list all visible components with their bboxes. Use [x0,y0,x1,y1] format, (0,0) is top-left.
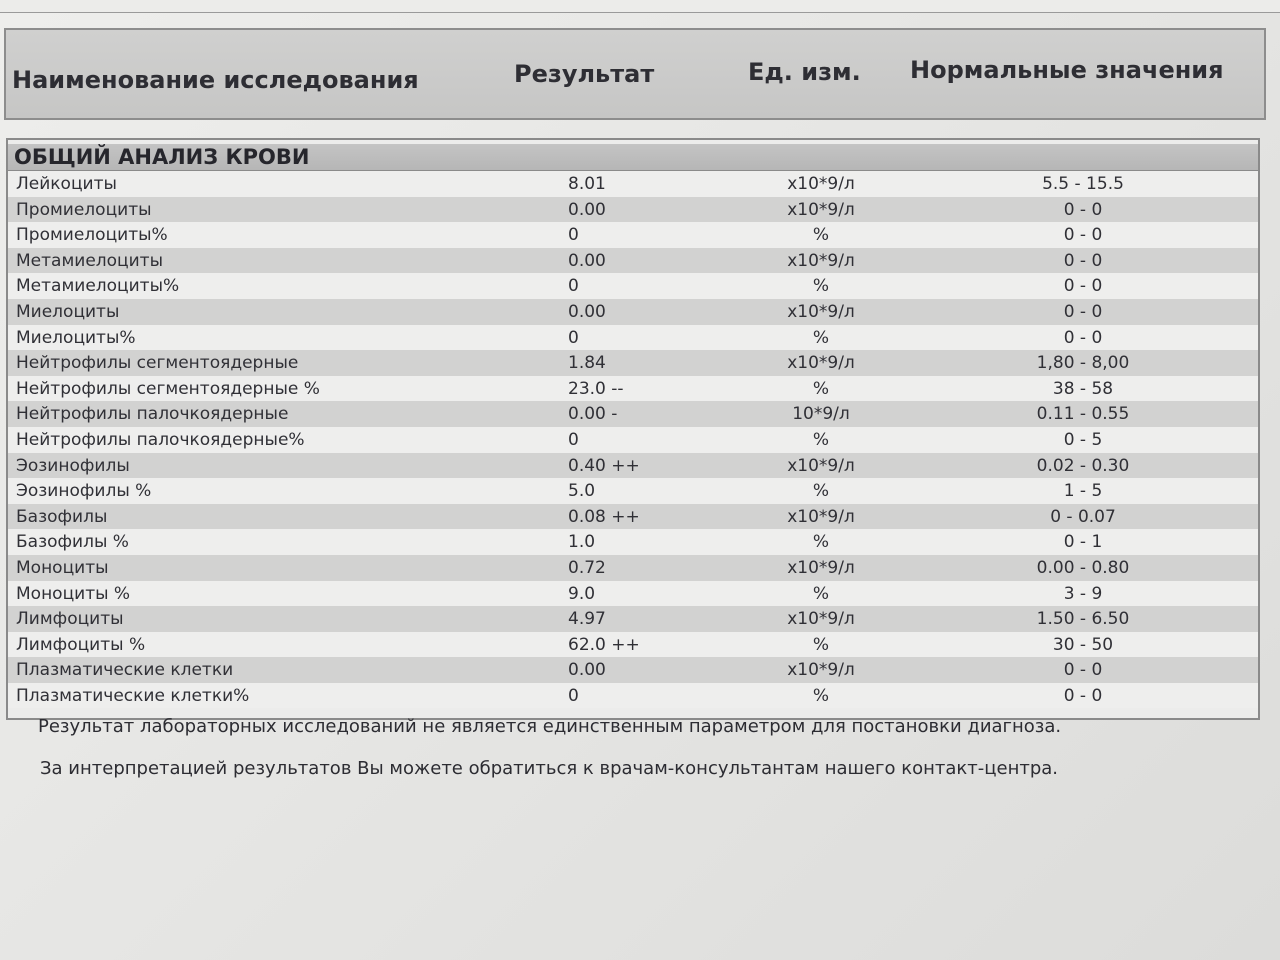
row-result: 0.00 [568,250,606,271]
table-row [8,248,1258,274]
row-unit: % [812,225,830,246]
row-result: 0.00 [568,199,606,220]
row-norm: 0 - 0 [1063,685,1103,706]
row-unit: x10*9/л [787,301,855,322]
row-unit: x10*9/л [787,609,855,630]
row-result: 1.84 [568,353,606,374]
row-result: 0 [568,276,579,297]
row-unit: % [812,327,830,348]
row-unit: % [812,481,830,502]
footer-contact-note: За интерпретацией результатов Вы можете обратиться к врачам-консультантам нашего контакт-центра. [40,758,1059,779]
row-name: Лимфоциты [16,609,124,630]
table-row [8,299,1258,325]
row-unit: x10*9/л [787,199,855,220]
table-row [8,325,1258,351]
row-name: Промиелоциты [16,199,152,220]
row-result: 5.0 [568,481,596,502]
table-row [8,453,1258,479]
row-result: 0 [568,685,579,706]
row-result: 9.0 [568,583,596,604]
table-row [8,529,1258,555]
row-name: Метамиелоциты [16,250,163,271]
row-name: Промиелоциты% [16,225,168,246]
table-row [8,478,1258,504]
row-norm: 0 - 0 [1063,250,1103,271]
table-row [8,657,1258,683]
row-unit: % [812,583,830,604]
row-name: Нейтрофилы палочкоядерные [16,404,289,425]
row-result: 0.72 [568,557,606,578]
row-unit: x10*9/л [787,660,855,681]
row-norm: 30 - 50 [1052,634,1114,655]
row-norm: 3 - 9 [1063,583,1103,604]
row-norm: 38 - 58 [1052,378,1114,399]
row-name: Нейтрофилы сегментоядерные % [16,378,320,399]
row-unit: x10*9/л [787,455,855,476]
row-name: Лимфоциты % [16,634,146,655]
row-norm: 1.50 - 6.50 [1036,609,1130,630]
header-unit: Ед. изм. [748,58,861,86]
row-norm: 0 - 0.07 [1050,506,1116,527]
table-row [8,632,1258,658]
row-norm: 0 - 5 [1063,429,1103,450]
table-row [8,504,1258,530]
row-norm: 0.02 - 0.30 [1036,455,1130,476]
header-test-name: Наименование исследования [12,66,419,94]
table-header [4,28,1266,120]
row-result: 0 [568,327,579,348]
results-table [6,138,1260,720]
row-norm: 0 - 0 [1063,327,1103,348]
row-name: Метамиелоциты% [16,276,180,297]
window-top-edge [0,0,1280,13]
table-row [8,606,1258,632]
row-name: Миелоциты [16,301,120,322]
row-unit: % [812,685,830,706]
row-name: Плазматические клетки% [16,685,250,706]
row-norm: 1 - 5 [1063,481,1103,502]
section-title: ОБЩИЙ АНАЛИЗ КРОВИ [14,145,310,169]
row-result: 1.0 [568,532,596,553]
row-result: 62.0 ++ [568,634,640,655]
row-name: Эозинофилы % [16,481,152,502]
row-unit: x10*9/л [787,506,855,527]
row-result: 0 [568,429,579,450]
section-title-bar [8,144,1258,171]
row-unit: 10*9/л [792,404,850,425]
row-unit: % [812,378,830,399]
table-row [8,350,1258,376]
row-unit: % [812,634,830,655]
row-unit: x10*9/л [787,250,855,271]
header-normal-values: Нормальные значения [910,56,1224,84]
table-row [8,401,1258,427]
row-norm: 0.00 - 0.80 [1036,557,1130,578]
row-name: Плазматические клетки [16,660,234,681]
row-norm: 1,80 - 8,00 [1036,353,1130,374]
row-norm: 0 - 0 [1063,199,1103,220]
table-row [8,427,1258,453]
row-unit: x10*9/л [787,353,855,374]
header-result: Результат [514,60,655,88]
row-name: Лейкоциты [16,174,117,194]
row-result: 23.0 -- [568,378,624,399]
row-unit: x10*9/л [787,174,855,194]
row-unit: x10*9/л [787,557,855,578]
row-result: 4.97 [568,609,606,630]
row-norm: 0 - 1 [1063,532,1103,553]
row-name: Миелоциты% [16,327,136,348]
table-row [8,273,1258,299]
row-name: Базофилы % [16,532,129,553]
row-result: 0.00 - [568,404,618,425]
table-row [8,376,1258,402]
results-rows [8,171,1258,708]
row-norm: 0.11 - 0.55 [1036,404,1130,425]
row-norm: 5.5 - 15.5 [1042,174,1124,194]
table-row [8,555,1258,581]
row-result: 0.08 ++ [568,506,640,527]
table-row [8,683,1258,709]
row-name: Базофилы [16,506,108,527]
row-result: 8.01 [568,174,606,194]
row-unit: % [812,276,830,297]
row-name: Моноциты % [16,583,131,604]
footer-disclaimer: Результат лабораторных исследований не является единственным параметром для постановки диагноза. [38,716,1062,737]
table-row [8,197,1258,223]
row-norm: 0 - 0 [1063,660,1103,681]
row-norm: 0 - 0 [1063,276,1103,297]
row-unit: % [812,532,830,553]
table-row [8,222,1258,248]
row-result: 0.40 ++ [568,455,640,476]
row-norm: 0 - 0 [1063,225,1103,246]
row-name: Нейтрофилы палочкоядерные% [16,429,305,450]
row-name: Эозинофилы [16,455,130,476]
row-norm: 0 - 0 [1063,301,1103,322]
row-result: 0.00 [568,660,606,681]
row-result: 0.00 [568,301,606,322]
row-name: Нейтрофилы сегментоядерные [16,353,299,374]
row-name: Моноциты [16,557,109,578]
table-row [8,171,1258,197]
row-result: 0 [568,225,579,246]
row-unit: % [812,429,830,450]
table-row [8,581,1258,607]
